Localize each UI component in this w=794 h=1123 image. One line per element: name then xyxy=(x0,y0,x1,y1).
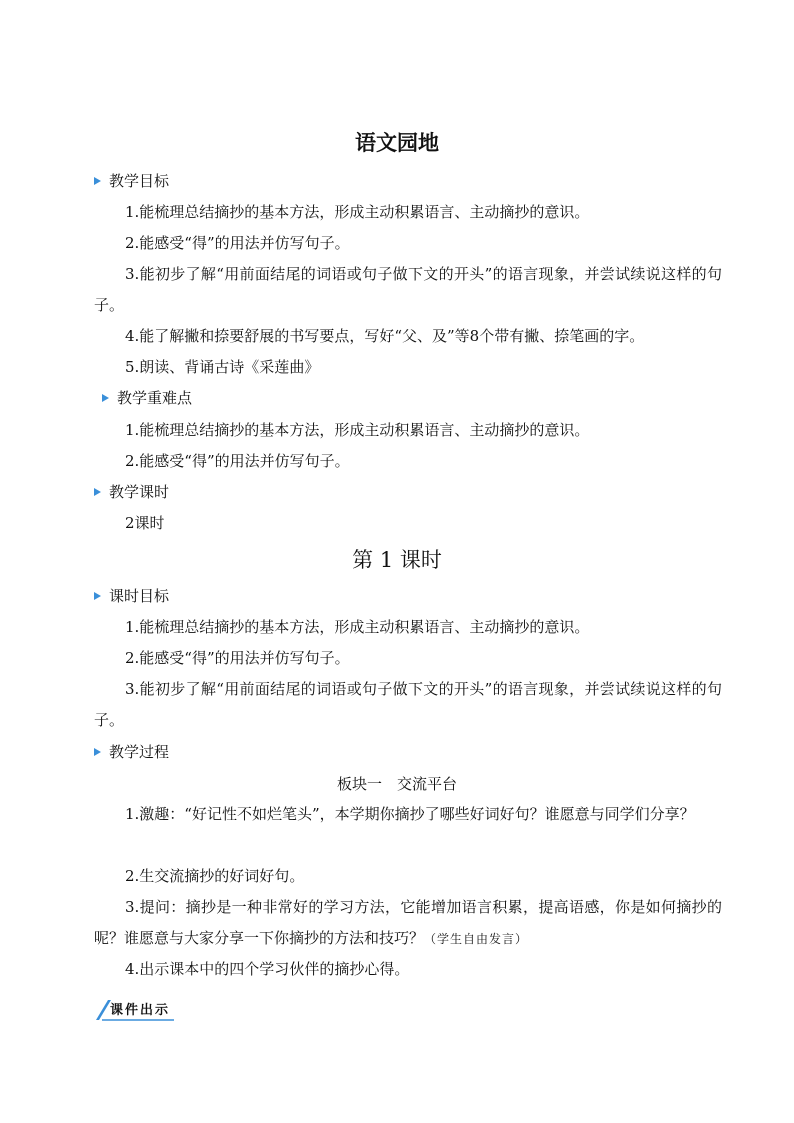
page-title: 语文园地 xyxy=(355,130,439,155)
lesson-goal-item-3: 3.能初步了解“用前面结尾的词语或句子做下文的开头”的语言现象，并尝试续说这样的句子。 xyxy=(94,680,722,729)
lesson-title: 第 1 课时 xyxy=(352,548,442,572)
process-item-4: 4.出示课本中的四个学习伙伴的摘抄心得。 xyxy=(125,960,410,978)
heading-lesson-goals: 课时目标 xyxy=(94,585,169,607)
lesson-goal-item-2: 2.能感受“得”的用法并仿写句子。 xyxy=(125,649,350,667)
process-note: （学生自由发言） xyxy=(424,932,529,946)
heading-teaching-goals: 教学目标 xyxy=(94,170,169,192)
process-item-1: 1.激趣：“好记性不如烂笔头”，本学期你摘抄了哪些好词好句？谁愿意与同学们分享？ xyxy=(125,805,695,823)
goal-item-2: 2.能感受“得”的用法并仿写句子。 xyxy=(125,234,350,252)
key-point-item-2: 2.能感受“得”的用法并仿写句子。 xyxy=(125,452,350,470)
triangle-bullet-icon xyxy=(102,394,109,402)
lesson-goal-item-1: 1.能梳理总结摘抄的基本方法，形成主动积累语言、主动摘抄的意识。 xyxy=(125,618,590,636)
triangle-bullet-icon xyxy=(94,488,101,496)
goal-item-5: 5.朗读、背诵古诗《采莲曲》 xyxy=(125,358,320,376)
triangle-bullet-icon xyxy=(94,592,101,600)
courseware-badge: 课件出示 xyxy=(96,996,236,1022)
triangle-bullet-icon xyxy=(94,748,101,756)
teaching-hours-value: 2课时 xyxy=(125,514,165,532)
heading-teaching-hours: 教学课时 xyxy=(94,481,169,503)
process-item-3: 3.提问：摘抄是一种非常好的学习方法，它能增加语言积累，提高语感，你是如何摘抄的呢？谁愿意与大家分享一下你摘抄的方法和技巧？（学生自由发言） xyxy=(94,898,722,947)
triangle-bullet-icon xyxy=(94,177,101,185)
goal-item-1: 1.能梳理总结摘抄的基本方法，形成主动积累语言、主动摘抄的意识。 xyxy=(125,203,590,221)
goal-item-3: 3.能初步了解“用前面结尾的词语或句子做下文的开头”的语言现象，并尝试续说这样的句子。 xyxy=(94,265,722,314)
key-point-item-1: 1.能梳理总结摘抄的基本方法，形成主动积累语言、主动摘抄的意识。 xyxy=(125,421,590,439)
block-title: 板块一 交流平台 xyxy=(336,775,457,793)
goal-item-4: 4.能了解撇和捺要舒展的书写要点，写好“父、及”等8个带有撇、捺笔画的字。 xyxy=(125,327,645,345)
heading-teaching-process: 教学过程 xyxy=(94,741,169,763)
heading-key-points: 教学重难点 xyxy=(102,387,192,409)
process-item-2: 2.生交流摘抄的好词好句。 xyxy=(125,867,305,885)
